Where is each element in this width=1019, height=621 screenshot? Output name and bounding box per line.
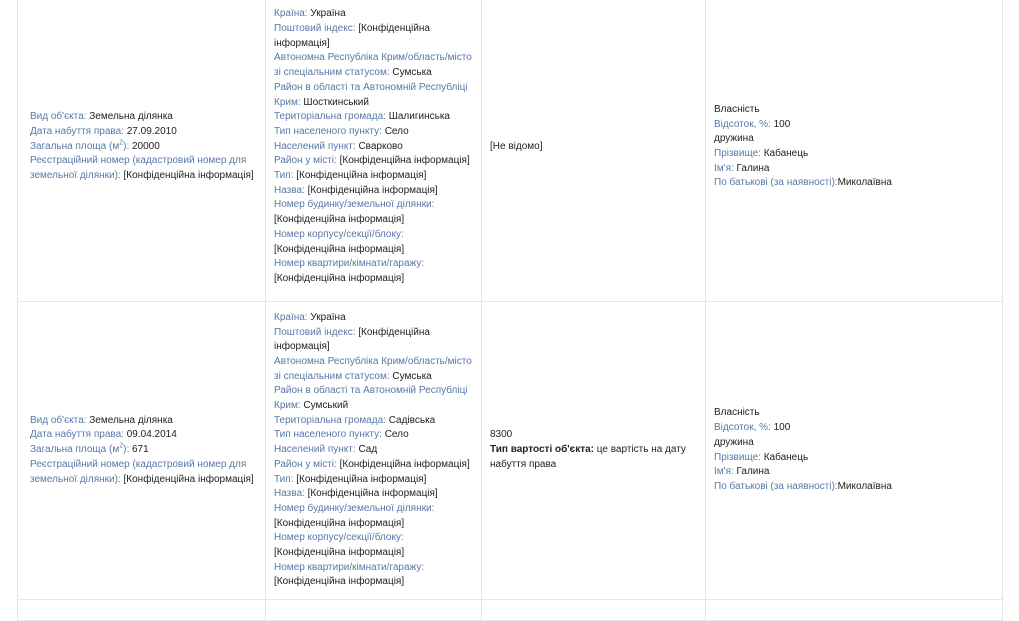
postal-code-label: Поштовий індекс:	[274, 23, 356, 35]
region-value: Сумська	[392, 370, 432, 382]
settlement-type-value: Село	[384, 429, 409, 441]
object-type-value: Земельна ділянка	[89, 414, 173, 426]
surname-label: Прізвище:	[714, 148, 761, 159]
settlement-label: Населений пункт:	[274, 444, 356, 456]
surname-value: Кабанець	[763, 451, 809, 463]
street-type-label: Тип:	[274, 473, 294, 485]
community-value: Шалигинська	[388, 111, 450, 123]
district-value: Сумський	[303, 400, 349, 412]
community-label: Територіальна громада:	[274, 111, 386, 123]
registration-number-value: [Конфіденційна інформація]	[123, 473, 254, 485]
country-label: Країна:	[274, 311, 308, 323]
apartment-number-value: [Конфіденційна інформація]	[274, 576, 405, 588]
address-cell	[266, 600, 482, 621]
cost-type-label: Тип вартості об'єкта:	[490, 444, 594, 456]
address-cell	[266, 302, 482, 600]
settlement-label: Населений пункт:	[274, 140, 356, 152]
street-type-label: Тип:	[274, 170, 294, 182]
cost-type-value: це вартість на дату набуття права	[490, 444, 686, 470]
rights-cell	[706, 600, 1003, 621]
table-row	[18, 0, 1003, 302]
block-number-value: [Конфіденційна інформація]	[274, 243, 405, 255]
region-value: Сумська	[392, 67, 432, 79]
first-name-label: Ім'я:	[714, 466, 734, 478]
settlement-value: Сад	[358, 444, 378, 456]
cost-cell	[482, 0, 706, 302]
object-info-cell	[18, 0, 266, 302]
apartment-number-label: Номер квартири/кімнати/гаражу:	[274, 258, 425, 270]
acquisition-date-label: Дата набуття права:	[30, 125, 124, 137]
object-info-cell	[18, 302, 266, 600]
country-value: Україна	[310, 311, 346, 323]
street-type-value: [Конфіденційна інформація]	[296, 170, 427, 182]
object-info-cell	[18, 600, 266, 621]
region-label: Автономна Республіка Крим/область/місто зі спеціальним статусом:	[274, 52, 472, 79]
first-name-value: Галина	[736, 466, 770, 478]
block-number-label: Номер корпусу/секції/блоку:	[274, 228, 404, 240]
region-label: Автономна Республіка Крим/область/місто зі спеціальним статусом:	[274, 355, 472, 382]
property-table	[17, 0, 1003, 621]
table-row	[18, 600, 1003, 621]
street-name-value: [Конфіденційна інформація]	[307, 184, 438, 196]
right-type: Власність	[714, 407, 760, 419]
apartment-number-label: Номер квартири/кімнати/гаражу:	[274, 561, 425, 573]
surname-label: Прізвище:	[714, 451, 761, 463]
object-type-label: Вид об'єкта:	[30, 111, 87, 123]
postal-code-value: [Конфіденційна інформація]	[274, 326, 430, 353]
relation-value: дружина	[714, 133, 754, 145]
registration-number-value: [Конфіденційна інформація]	[123, 170, 254, 182]
acquisition-date-label: Дата набуття права:	[30, 429, 124, 441]
rights-cell	[706, 302, 1003, 600]
object-type-label: Вид об'єкта:	[30, 414, 87, 426]
patronymic-value: Миколаївна	[837, 177, 892, 189]
registration-number-label: Реєстраційний номер (кадастровий номер для земельної ділянки):	[30, 155, 247, 182]
street-name-value: [Конфіденційна інформація]	[307, 488, 438, 500]
city-district-label: Район у місті:	[274, 458, 337, 470]
building-number-label: Номер будинку/земельної ділянки:	[274, 502, 435, 514]
street-name-label: Назва:	[274, 488, 305, 500]
building-number-value: [Конфіденційна інформація]	[274, 214, 405, 226]
share-label: Відсоток, %:	[714, 118, 771, 130]
block-number-value: [Конфіденційна інформація]	[274, 547, 405, 559]
street-type-value: [Конфіденційна інформація]	[296, 473, 427, 485]
city-district-label: Район у місті:	[274, 155, 337, 167]
postal-code-value: [Конфіденційна інформація]	[274, 23, 430, 49]
share-value: 100	[773, 422, 791, 434]
settlement-type-label: Тип населеного пункту:	[274, 429, 382, 441]
patronymic-value: Миколаївна	[837, 480, 892, 492]
share-label: Відсоток, %:	[714, 422, 771, 434]
first-name-value: Галина	[736, 162, 770, 174]
street-name-label: Назва:	[274, 184, 305, 196]
settlement-type-label: Тип населеного пункту:	[274, 125, 382, 137]
area-label: Загальна площа $(м^2)$:	[30, 442, 130, 456]
first-name-label: Ім'я:	[714, 162, 734, 174]
district-label: Район в області та Автономній Республіці Крим:	[274, 385, 468, 412]
patronymic-label: По батькові (за наявності):	[714, 177, 838, 189]
country-value: Україна	[310, 8, 346, 20]
relation-value: дружина	[714, 436, 754, 448]
settlement-value: Сварково	[358, 140, 403, 152]
community-label: Територіальна громада:	[274, 414, 386, 426]
right-type: Власність	[714, 103, 760, 115]
area-value: 671	[132, 444, 149, 456]
district-label: Район в області та Автономній Республіці Крим:	[274, 81, 468, 108]
city-district-value: [Конфіденційна інформація]	[339, 155, 470, 167]
rights-cell	[706, 0, 1003, 302]
patronymic-label: По батькові (за наявності):	[714, 480, 838, 492]
apartment-number-value: [Конфіденційна інформація]	[274, 272, 405, 284]
cost-value: 8300	[490, 429, 513, 441]
community-value: Садівська	[388, 414, 436, 426]
acquisition-date-value: 09.04.2014	[126, 429, 177, 441]
country-label: Країна:	[274, 8, 308, 20]
cost-cell	[482, 302, 706, 600]
building-number-value: [Конфіденційна інформація]	[274, 517, 405, 529]
object-type-value: Земельна ділянка	[89, 111, 173, 123]
registration-number-label: Реєстраційний номер (кадастровий номер для земельної ділянки):	[30, 458, 247, 485]
building-number-label: Номер будинку/земельної ділянки:	[274, 199, 435, 211]
table-row	[18, 302, 1003, 600]
acquisition-date-value: 27.09.2010	[126, 125, 177, 137]
area-label: Загальна площа $(м^2)$:	[30, 139, 130, 152]
share-value: 100	[773, 118, 791, 130]
block-number-label: Номер корпусу/секції/блоку:	[274, 532, 404, 544]
address-cell	[266, 0, 482, 302]
district-value: Шосткинський	[303, 96, 369, 108]
city-district-value: [Конфіденційна інформація]	[339, 458, 470, 470]
cost-cell	[482, 600, 706, 621]
surname-value: Кабанець	[763, 148, 809, 159]
cost-value: [Не відомо]	[490, 140, 543, 152]
settlement-type-value: Село	[384, 125, 409, 137]
area-value: 20000	[132, 140, 160, 152]
postal-code-label: Поштовий індекс:	[274, 326, 356, 338]
